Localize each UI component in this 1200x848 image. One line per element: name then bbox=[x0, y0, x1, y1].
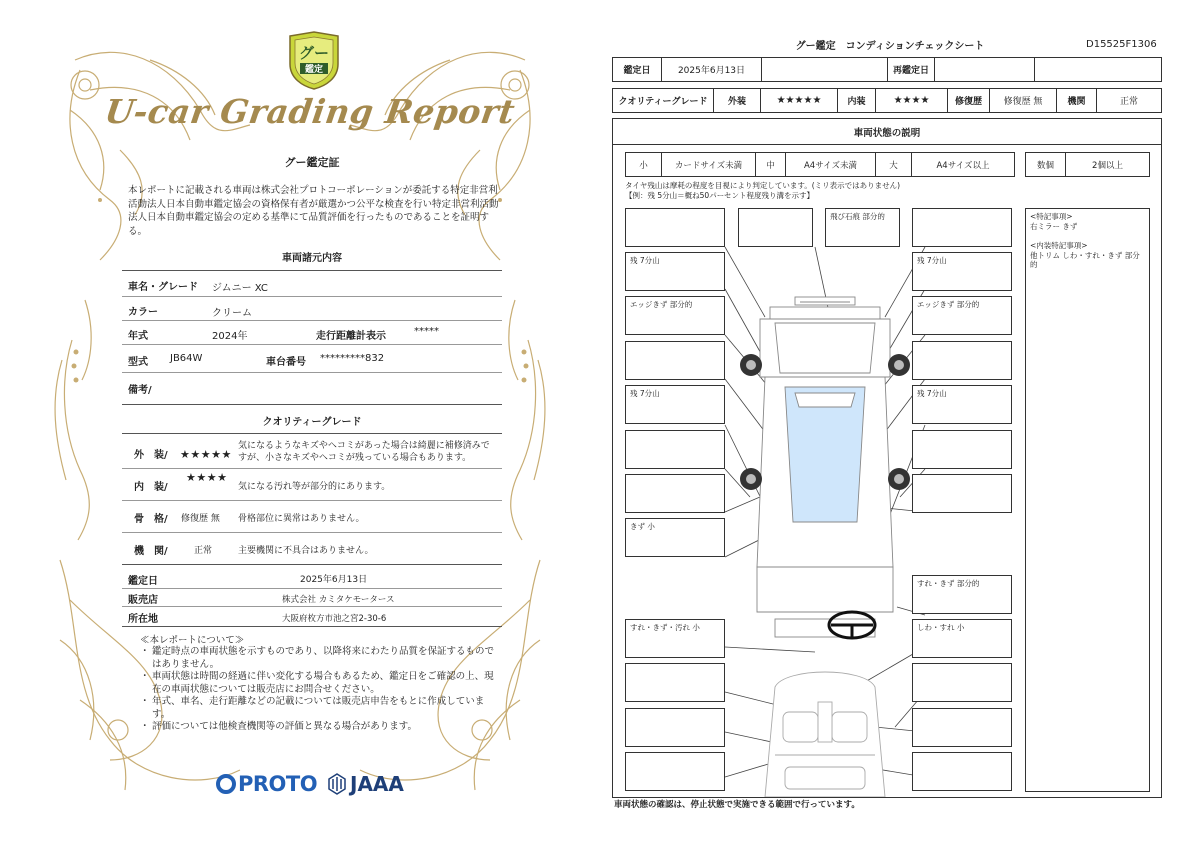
divider bbox=[122, 564, 502, 565]
special-notes bbox=[1025, 208, 1150, 792]
date-blank bbox=[762, 58, 888, 81]
certificate-heading: グー鑑定証 bbox=[284, 156, 340, 169]
quality-exterior-desc: 気になるようなキズやヘコミがあった場合は綺麗に補修済みですが、小さなキズやヘコミが残っている場合もあります。 bbox=[238, 441, 490, 463]
quality-engine-value: 正常 bbox=[194, 546, 213, 556]
divider bbox=[122, 404, 502, 405]
specs-title: 車両諸元内容 bbox=[282, 253, 342, 264]
comment-box-steering: すれ・きず 部分的 bbox=[912, 575, 1012, 614]
divider bbox=[122, 626, 502, 627]
quality-frame-label: 骨 格/ bbox=[134, 514, 168, 525]
comment-box bbox=[625, 430, 725, 469]
quality-exterior-label: 外 装/ bbox=[134, 450, 168, 461]
divider bbox=[122, 270, 502, 271]
comment-box bbox=[912, 208, 1012, 247]
dealer-value: 株式会社 カミタケモータース bbox=[282, 595, 395, 605]
note-item: ・ 年式、車名、走行距離などの記載については販売店申告をもとに作成しています。 bbox=[140, 696, 496, 721]
divider bbox=[122, 296, 502, 297]
sheet-id: D15525F1306 bbox=[1086, 39, 1157, 50]
quality-interior-desc: 気になる汚れ等が部分的にあります。 bbox=[238, 482, 391, 492]
divider bbox=[122, 344, 502, 345]
comment-box bbox=[912, 474, 1012, 513]
comment-box bbox=[912, 663, 1012, 702]
legend-small-desc: カードサイズ未満 bbox=[662, 153, 756, 176]
spec-chassis-label: 車台番号 bbox=[266, 357, 306, 368]
steering-wheel-icon bbox=[829, 612, 875, 638]
proto-mark-icon bbox=[216, 774, 236, 794]
appraisal-date-value: 2025年6月13日 bbox=[300, 575, 368, 585]
comment-box-left-front: エッジきず 部分的 bbox=[625, 296, 725, 335]
address-label: 所在地 bbox=[128, 614, 158, 625]
grade-engine-value: 正常 bbox=[1119, 97, 1138, 107]
quality-exterior-stars: ★★★★★ bbox=[180, 448, 232, 461]
comment-box bbox=[625, 208, 725, 247]
tire-note-line: 【例：残 5分山＝概ね50パーセント程度残り溝を示す】 bbox=[625, 190, 815, 200]
tire-note-line: タイヤ残山は摩耗の程度を目視により判定しています。(ミリ表示ではありません) bbox=[625, 181, 901, 190]
quality-interior-label: 内 装/ bbox=[134, 482, 168, 493]
spec-name-label: 車名・グレード bbox=[128, 282, 198, 293]
comment-box-front-center: 飛び石痕 部分的 bbox=[825, 208, 900, 247]
reappraisal-label: 再鑑定日 bbox=[888, 58, 935, 81]
grade-interior-stars: ★★★★ bbox=[876, 89, 948, 112]
spec-year-label: 年式 bbox=[128, 331, 148, 342]
date-label: 鑑定日 bbox=[613, 58, 662, 81]
divider bbox=[122, 372, 502, 373]
spec-color-label: カラー bbox=[128, 307, 158, 318]
divider bbox=[122, 588, 502, 589]
certificate-intro: 本レポートに記載される車両は株式会社プロトコーポレーションが委託する特定非営利活動法人日本自動車鑑定協会の資格保有者が厳選かつ公平な検査を行い特定非営利活動法人日本自動車鑑定協会の定める基準にて品質評価を行ったものであることを証明する。 bbox=[128, 185, 499, 237]
report-script-title: U-car Grading Report bbox=[102, 92, 518, 131]
comment-box bbox=[625, 752, 725, 791]
grade-interior-label: 内装 bbox=[838, 89, 876, 112]
comment-box bbox=[912, 752, 1012, 791]
note-item: ・ 車両状態は時間の経過に伴い変化する場合もあるため、鑑定日をご確認の上、現在の車両状態については販売店にお問合せください。 bbox=[140, 671, 496, 696]
quality-engine-desc: 主要機関に不具合はありません。 bbox=[238, 546, 374, 556]
reappraisal-blank bbox=[1035, 58, 1161, 81]
badge-text-bottom: 鑑定 bbox=[304, 65, 324, 75]
comment-box-interior-right: しわ・すれ 小 bbox=[912, 619, 1012, 658]
condition-check-sheet bbox=[600, 0, 1200, 848]
comment-box bbox=[912, 430, 1012, 469]
comment-box-right-front: エッジきず 部分的 bbox=[912, 296, 1012, 335]
quality-interior-stars: ★★★★ bbox=[186, 471, 228, 484]
special-notes-value: 右ミラー きず bbox=[1030, 221, 1078, 231]
spec-year-value: 2024年 bbox=[212, 331, 248, 342]
legend-large-desc: A4サイズ以上 bbox=[936, 160, 990, 171]
footer-note: 車両状態の確認は、停止状態で実施できる範囲で行っています。 bbox=[614, 800, 860, 810]
spec-remarks-label: 備考/ bbox=[128, 385, 152, 396]
comment-box-rear-right-tire: 残 7分山 bbox=[912, 385, 1012, 424]
quality-frame-desc: 骨格部位に異常はありません。 bbox=[238, 514, 365, 524]
dealer-label: 販売店 bbox=[128, 595, 158, 606]
divider bbox=[122, 433, 502, 434]
legend-medium: 中 bbox=[756, 153, 786, 176]
note-item: ・ 評価については他検査機関等の評価と異なる場合があります。 bbox=[140, 721, 496, 734]
address-value: 大阪府枚方市池之宮2-30-6 bbox=[282, 614, 387, 624]
spec-model-value: JB64W bbox=[170, 353, 203, 364]
grade-label: クオリティーグレード bbox=[613, 89, 714, 112]
divider bbox=[122, 320, 502, 321]
grade-repair-value: 修復歴 無 bbox=[990, 89, 1057, 112]
comment-box bbox=[738, 208, 813, 247]
interior-layout bbox=[765, 672, 885, 797]
comment-box-front-right-tire: 残 7分山 bbox=[912, 252, 1012, 291]
legend-small: 小 bbox=[626, 153, 662, 176]
goo-appraisal-badge bbox=[286, 30, 342, 90]
interior-notes-title: <内装特記事項> bbox=[1030, 241, 1088, 250]
grade-exterior-stars: ★★★★★ bbox=[761, 89, 838, 112]
sheet-title: グー鑑定 コンディションチェックシート bbox=[795, 41, 985, 52]
comment-box-front-left-tire: 残 7分山 bbox=[625, 252, 725, 291]
reappraisal-value bbox=[935, 58, 1035, 81]
jaaa-logo-text: JAAA bbox=[350, 772, 404, 796]
grade-repair-label: 修復歴 bbox=[948, 89, 990, 112]
spec-color-value: クリーム bbox=[212, 308, 252, 319]
proto-logo bbox=[216, 772, 317, 796]
comment-box-interior-left: すれ・きず・汚れ 小 bbox=[625, 619, 725, 658]
legend-large: 大 bbox=[876, 153, 912, 176]
notes-list bbox=[140, 646, 496, 734]
spec-model-label: 型式 bbox=[128, 357, 148, 368]
legend-medium-desc: A4サイズ未満 bbox=[786, 153, 876, 176]
car-top-view bbox=[757, 297, 893, 637]
comment-box bbox=[625, 663, 725, 702]
grade-exterior-label: 外装 bbox=[714, 89, 761, 112]
interior-notes-value: 他トリム しわ・すれ・きず 部分的 bbox=[1030, 250, 1140, 269]
special-notes-title: <特記事項> bbox=[1030, 212, 1073, 221]
note-item: ・ 鑑定時点の車両状態を示すものであり、以降将来にわたり品質を保証するものではありません。 bbox=[140, 646, 496, 671]
notes-heading: ≪本レポートについて≫ bbox=[140, 635, 245, 646]
condition-frame bbox=[612, 118, 1162, 798]
comment-box bbox=[625, 708, 725, 747]
date-row bbox=[612, 57, 1162, 82]
jaaa-logo bbox=[328, 772, 404, 796]
comment-box-rear-left: きず 小 bbox=[625, 518, 725, 557]
grade-engine-label: 機関 bbox=[1057, 89, 1097, 112]
comment-box bbox=[625, 474, 725, 513]
comment-box bbox=[625, 341, 725, 380]
qty-value: 2個以上 bbox=[1092, 160, 1123, 171]
quality-engine-label: 機 関/ bbox=[134, 546, 168, 557]
tire-note bbox=[625, 181, 1025, 200]
condition-title: 車両状態の説明 bbox=[613, 119, 1161, 145]
quality-title: クオリティーグレード bbox=[262, 417, 362, 428]
quantity-legend bbox=[1025, 152, 1150, 177]
date-value: 2025年6月13日 bbox=[662, 58, 762, 81]
spec-mileage-value: ***** bbox=[414, 326, 439, 337]
badge-icon bbox=[286, 30, 342, 90]
comment-box bbox=[912, 708, 1012, 747]
spec-mileage-label: 走行距離計表示 bbox=[316, 331, 386, 342]
size-legend bbox=[625, 152, 1015, 177]
quality-frame-value: 修復歴 無 bbox=[181, 514, 220, 524]
appraisal-date-label: 鑑定日 bbox=[128, 576, 158, 587]
jaaa-mark-icon bbox=[328, 773, 346, 795]
divider bbox=[122, 532, 502, 533]
divider bbox=[122, 606, 502, 607]
spec-chassis-value: *********832 bbox=[320, 353, 385, 364]
proto-logo-text: PROTO bbox=[238, 772, 318, 796]
comment-box bbox=[912, 341, 1012, 380]
spec-name-value: ジムニー XC bbox=[212, 283, 268, 294]
grade-row bbox=[612, 88, 1162, 113]
badge-text-top: グー bbox=[298, 44, 330, 62]
qty-label: 数個 bbox=[1026, 153, 1066, 176]
divider bbox=[122, 468, 502, 469]
comment-box-rear-left-tire: 残 7分山 bbox=[625, 385, 725, 424]
divider bbox=[122, 500, 502, 501]
